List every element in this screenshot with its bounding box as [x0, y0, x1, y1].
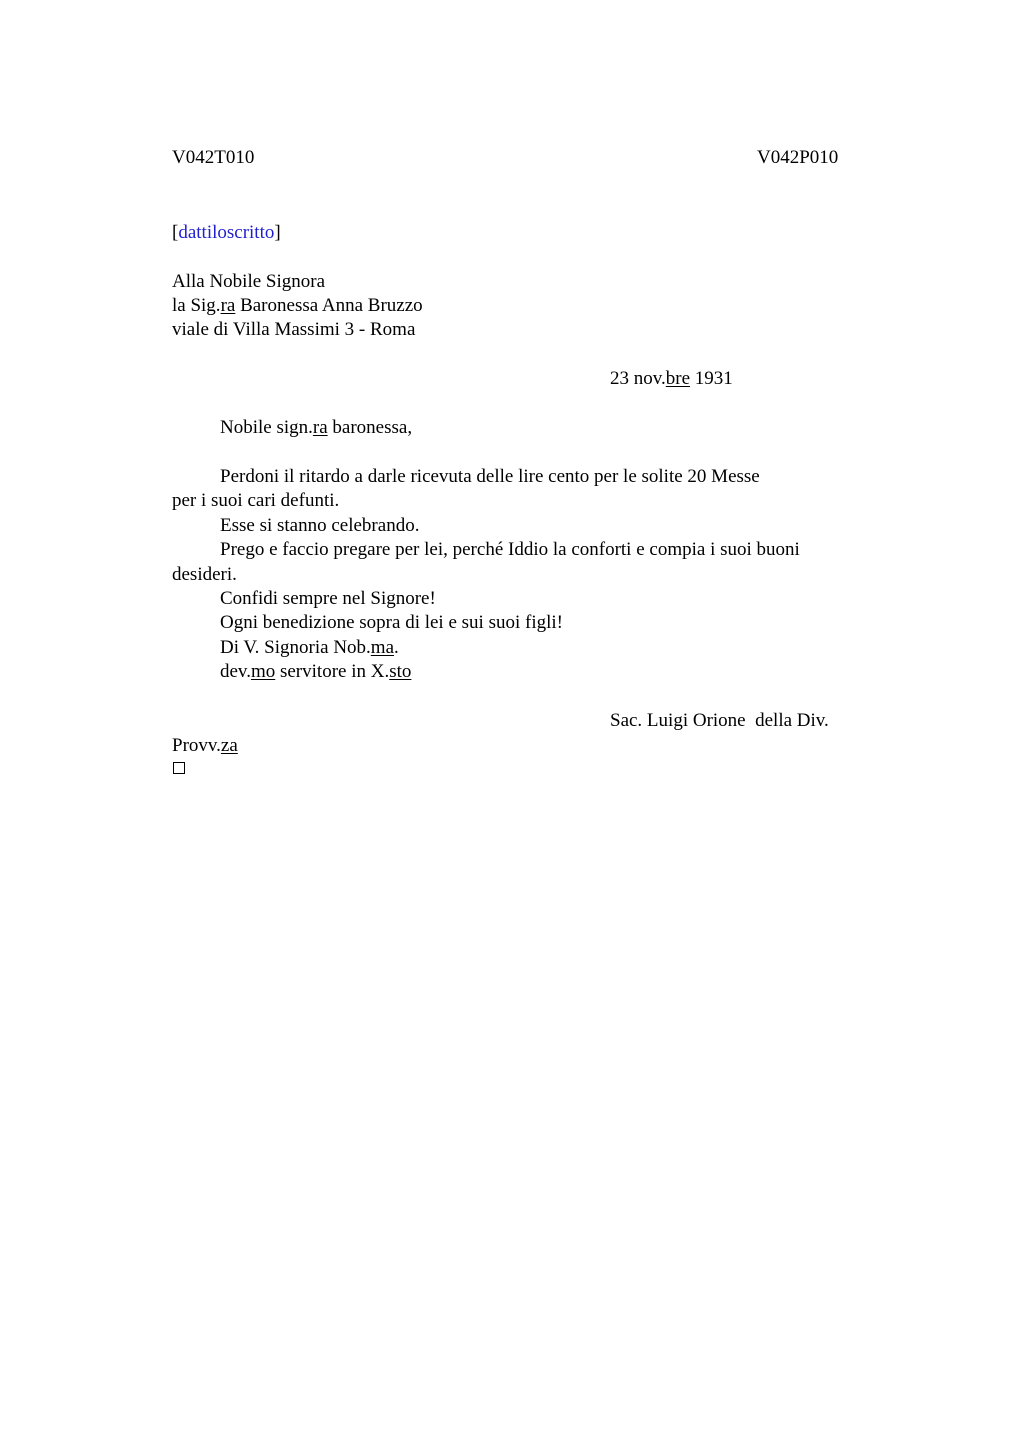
typescript-note [172, 221, 281, 245]
salutation-pre: Nobile sign. [220, 417, 313, 438]
address-line-3: viale di Villa Massimi 3 - Roma [172, 319, 416, 340]
letter-date [610, 367, 733, 391]
salutation-post: baronessa, [327, 417, 413, 438]
signature-line-1: Sac. Luigi Orione della Div. [610, 710, 829, 731]
body-p1-line2: per i suoi cari defunti. [172, 490, 340, 511]
body-p6-abbr: ma [370, 637, 395, 658]
body-p6-pre: Di V. Signoria Nob. [220, 637, 371, 658]
address-line-1: Alla Nobile Signora [172, 271, 326, 292]
body-p3-line2: desideri. [172, 564, 237, 585]
date-post: 1931 [690, 368, 733, 389]
body-p7-mid: servitore in X. [275, 661, 390, 682]
signature-line-2 [172, 734, 238, 758]
close-bracket: ] [274, 222, 281, 243]
salutation [220, 416, 412, 440]
body-p5: Ogni benedizione sopra di lei e sui suoi figli! [220, 612, 563, 633]
signature-line-2-pre: Provv. [172, 735, 221, 756]
address-line-2-post: Baronessa Anna Bruzzo [235, 295, 423, 316]
body-p2: Esse si stanno celebrando. [220, 515, 420, 536]
document-code-left: V042T010 [172, 147, 255, 168]
body-p3-line1: Prego e faccio pregare per lei, perché Iddio la conforti e compia i suoi buoni [220, 539, 800, 560]
empty-box-icon [173, 762, 185, 774]
document-code-right: V042P010 [757, 147, 839, 168]
body-p6-post: . [394, 637, 399, 658]
signature-line-2-abbr: za [220, 735, 238, 756]
address-line-2 [172, 294, 423, 318]
body-p4: Confidi sempre nel Signore! [220, 588, 436, 609]
date-pre: 23 nov. [610, 368, 666, 389]
body-p7-abbr1: mo [250, 661, 276, 682]
body-p1-line1: Perdoni il ritardo a darle ricevuta delle lire cento per le solite 20 Messe [220, 466, 760, 487]
typescript-label: dattiloscritto [178, 222, 275, 243]
body-p7-abbr2: sto [389, 661, 412, 682]
date-abbr: bre [665, 368, 691, 389]
address-line-2-abbr: ra [220, 295, 236, 316]
body-p6 [220, 636, 399, 660]
open-bracket: [ [172, 222, 179, 243]
salutation-abbr: ra [312, 417, 328, 438]
body-p7-pre: dev. [220, 661, 251, 682]
body-p7 [220, 660, 411, 684]
address-line-2-pre: la Sig. [172, 295, 221, 316]
